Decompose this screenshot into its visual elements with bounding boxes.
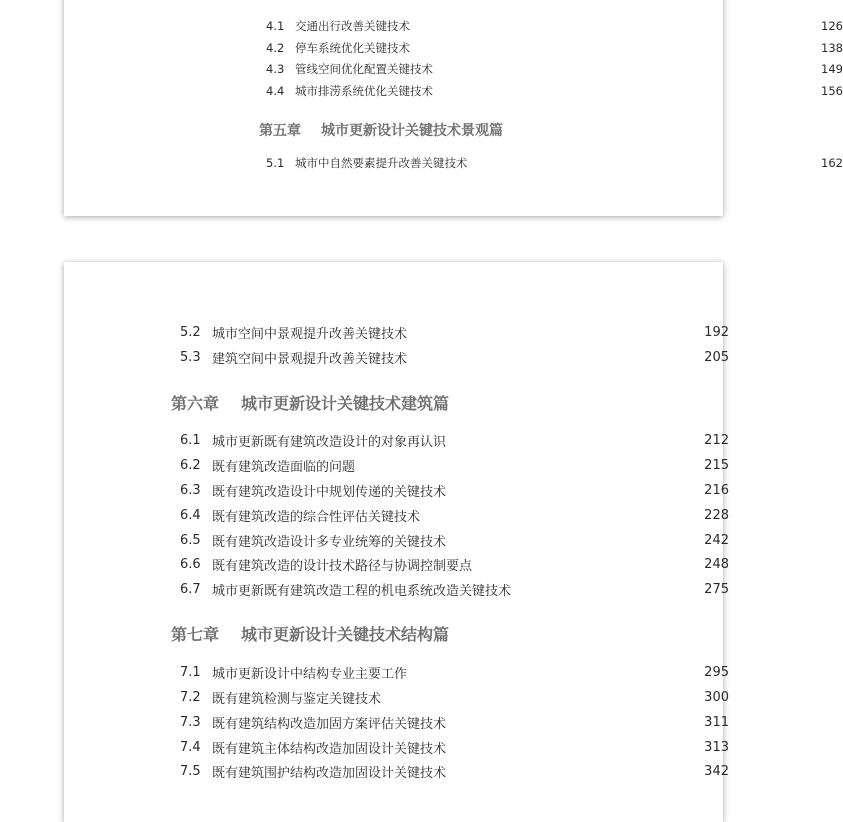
chapter-label: 第六章 — [171, 394, 220, 413]
entry-page: 215 — [704, 457, 729, 473]
entry-number: 5.2 — [180, 324, 201, 340]
entry-number: 6.5 — [180, 532, 201, 548]
chapter-heading-5[interactable] — [259, 120, 503, 140]
entry-page: 295 — [704, 664, 729, 680]
chapter-heading-6[interactable] — [171, 391, 449, 414]
entry-title: 管线空间优化配置关键技术 — [295, 62, 433, 76]
toc-entry[interactable] — [180, 555, 729, 574]
toc-entry[interactable] — [180, 663, 729, 682]
entry-page: 156 — [821, 84, 843, 98]
entry-page: 248 — [704, 556, 729, 572]
entry-number: 4.1 — [266, 19, 285, 33]
entry-title: 城市空间中景观提升改善关键技术 — [212, 326, 408, 342]
entry-title: 既有建筑改造的综合性评估关键技术 — [212, 509, 421, 525]
entry-page: 212 — [704, 432, 729, 448]
toc-entry[interactable] — [180, 323, 729, 342]
entry-title: 既有建筑改造设计多专业统筹的关键技术 — [212, 534, 447, 550]
entry-number: 4.2 — [266, 41, 285, 55]
entry-title: 既有建筑改造设计中规划传递的关键技术 — [212, 484, 447, 500]
entry-title: 城市中自然要素提升改善关键技术 — [295, 156, 468, 170]
entry-number: 7.3 — [180, 714, 201, 730]
toc-entry[interactable] — [180, 738, 729, 757]
entry-title: 既有建筑围护结构改造加固设计关键技术 — [212, 765, 447, 781]
entry-page: 205 — [704, 349, 729, 365]
entry-page: 192 — [704, 324, 729, 340]
entry-page: 313 — [704, 739, 729, 755]
entry-page: 342 — [704, 763, 729, 779]
entry-number: 5.1 — [266, 156, 285, 170]
entry-number: 6.4 — [180, 507, 201, 523]
toc-entry[interactable] — [266, 155, 843, 171]
entry-title: 既有建筑检测与鉴定关键技术 — [212, 691, 382, 707]
entry-number: 7.4 — [180, 739, 201, 755]
chapter-label: 第七章 — [171, 625, 220, 644]
entry-page: 126 — [821, 19, 843, 33]
entry-number: 4.4 — [266, 84, 285, 98]
entry-title: 交通出行改善关键技术 — [295, 19, 410, 33]
entry-number: 6.2 — [180, 457, 201, 473]
entry-page: 149 — [821, 62, 843, 76]
chapter-label: 第五章 — [259, 123, 301, 139]
entry-title: 既有建筑改造的设计技术路径与协调控制要点 — [212, 558, 473, 574]
toc-entry[interactable] — [266, 40, 843, 56]
entry-page: 300 — [704, 689, 729, 705]
entry-title: 停车系统优化关键技术 — [295, 41, 410, 55]
toc-page-2 — [64, 262, 729, 822]
toc-entry[interactable] — [180, 506, 729, 525]
toc-entry[interactable] — [266, 18, 843, 34]
entry-title: 既有建筑主体结构改造加固设计关键技术 — [212, 741, 447, 757]
entry-title: 城市更新设计中结构专业主要工作 — [212, 666, 408, 682]
entry-page: 162 — [821, 156, 843, 170]
entry-number: 7.5 — [180, 763, 201, 779]
toc-entry[interactable] — [180, 580, 729, 599]
entry-page: 275 — [704, 581, 729, 597]
chapter-title: 城市更新设计关键技术建筑篇 — [241, 394, 450, 413]
entry-number: 7.2 — [180, 689, 201, 705]
entry-title: 既有建筑改造面临的问题 — [212, 459, 356, 475]
toc-entry[interactable] — [180, 688, 729, 707]
entry-number: 4.3 — [266, 62, 285, 76]
entry-page: 242 — [704, 532, 729, 548]
entry-title: 城市更新既有建筑改造设计的对象再认识 — [212, 434, 447, 450]
toc-entry[interactable] — [180, 456, 729, 475]
entry-title: 城市排涝系统优化关键技术 — [295, 84, 433, 98]
entry-page: 228 — [704, 507, 729, 523]
toc-entry[interactable] — [180, 762, 729, 781]
toc-entry[interactable] — [266, 61, 843, 77]
toc-page-1 — [64, 0, 843, 216]
toc-entry[interactable] — [180, 713, 729, 732]
entry-title: 建筑空间中景观提升改善关键技术 — [212, 351, 408, 367]
chapter-title: 城市更新设计关键技术结构篇 — [241, 625, 450, 644]
entry-number: 5.3 — [180, 349, 201, 365]
entry-title: 城市更新既有建筑改造工程的机电系统改造关键技术 — [212, 583, 512, 599]
toc-entry[interactable] — [180, 531, 729, 550]
entry-number: 6.7 — [180, 581, 201, 597]
entry-number: 6.3 — [180, 482, 201, 498]
entry-page: 138 — [821, 41, 843, 55]
entry-number: 6.1 — [180, 432, 201, 448]
entry-number: 6.6 — [180, 556, 201, 572]
chapter-title: 城市更新设计关键技术景观篇 — [321, 123, 503, 139]
toc-entry[interactable] — [180, 348, 729, 367]
entry-number: 7.1 — [180, 664, 201, 680]
entry-page: 216 — [704, 482, 729, 498]
entry-title: 既有建筑结构改造加固方案评估关键技术 — [212, 716, 447, 732]
chapter-heading-7[interactable] — [171, 622, 449, 645]
toc-entry[interactable] — [180, 431, 729, 450]
toc-entry[interactable] — [266, 83, 843, 99]
toc-entry[interactable] — [180, 481, 729, 500]
entry-page: 311 — [704, 714, 729, 730]
